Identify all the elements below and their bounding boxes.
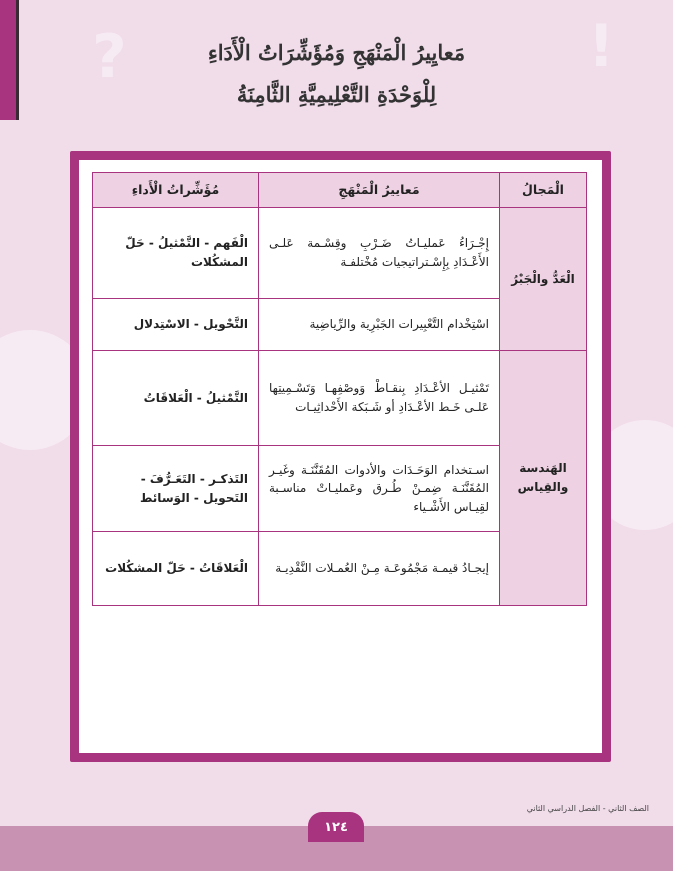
header-indicators: مُؤَشِّراتُ الْأَداءِ	[93, 173, 259, 208]
table-row	[93, 208, 587, 299]
indicator-cell: التَّحْويل - الاسْتِدلال	[93, 299, 259, 351]
table-row	[93, 351, 587, 446]
indicator-cell: الْفَهم - التَّمْثيلُ - حَلّ المشكُلات	[93, 208, 259, 299]
table-header-row	[93, 173, 587, 208]
domain-cell: الهَندسة والقِياس	[500, 351, 587, 606]
standard-cell: اسـتخدام الوَحَـدَات والأدوات المُقَنَّنَـة وغَيـر المُقَنَّنَـة ضِمـنْ طُـرق وعَمليـاتْ مناسـبة لقِيـاس الأَشْـياء	[259, 446, 500, 532]
page-number: ١٢٤	[308, 812, 364, 842]
header-standards: مَعاييرُ الْمَنْهَجِ	[259, 173, 500, 208]
page-title-line-2: لِلْوَحْدَةِ التَّعْلِيمِيَّةِ الثَّامِنَةُ	[236, 82, 437, 107]
indicator-cell: التَّمْثيلُ - الْعَلاقَاتُ	[93, 351, 259, 446]
footer-caption: الصف الثاني - الفصل الدراسي الثاني	[526, 804, 649, 813]
standard-cell: إِجْـرَاءُ عَمليـاتُ ضَـرْبِ وقِسْـمة عَلـى الأَعْـدَادِ بِإِسْـتراتيجيات مُخْتلفـة	[259, 208, 500, 299]
decorative-exclamation-mark: !	[588, 12, 615, 80]
standards-table	[92, 172, 587, 606]
indicator-cell: التَذكـر - التَعَـرُّفَ - التَحويل - الوَسائط	[93, 446, 259, 532]
header-domain: الْمَجالُ	[500, 173, 587, 208]
standards-panel-inner	[79, 160, 602, 753]
standard-cell: تَمْثيـل الأعْـدَادِ بِنقـاطْ وَوصْفِهـا وَتَسْـمِيتِها عَلـى خَـط الأعْـدَادِ أو شَـبَكة الأَحْداثِيـات	[259, 351, 500, 446]
decorative-question-mark: ?	[92, 22, 127, 92]
indicator-cell: الْعَلاقَاتُ - حَلّ المشكُلات	[93, 532, 259, 606]
standard-cell: إيجـادُ قيمـة مَجْمُوعَـة مِـنْ العُمـلات النَّقْدِيـة	[259, 532, 500, 606]
domain-cell: الْعَدُّ والْجَبْرُ	[500, 208, 587, 351]
standards-panel	[70, 151, 611, 762]
page-title-line-1: مَعايِيرُ الْمَنْهَجِ وَمُؤَشِّرَاتُ الْأَدَاءِ	[207, 40, 466, 65]
standard-cell: اسْتِخْدام التَّعْبِيرات الجَبْرِية والرِّياضِية	[259, 299, 500, 351]
